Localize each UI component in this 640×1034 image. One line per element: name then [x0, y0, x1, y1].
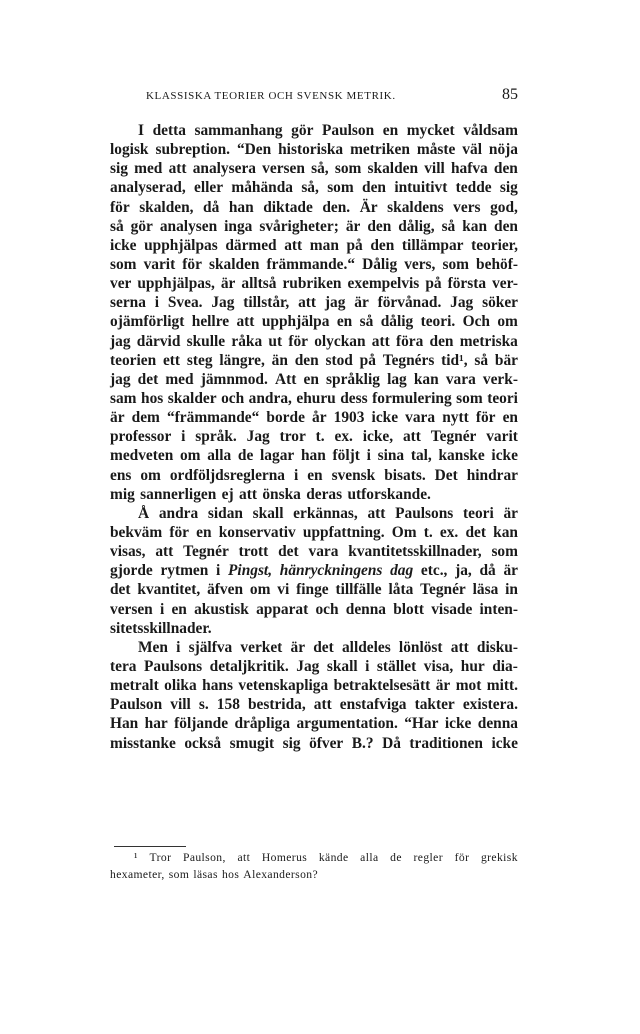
- footnote-rule: [114, 846, 186, 847]
- footnote: [110, 849, 518, 883]
- body-line: sam hos skalder och andra, ehuru dess formulering som teori: [110, 389, 518, 407]
- body-line: bekväm för en konservativ uppfattning. Om t. ex. det kan: [110, 523, 518, 541]
- body-line: sitetsskillnader.: [110, 619, 212, 637]
- body-line: teorien ett steg längre, än den stod på Tegnérs tid¹, så bär: [110, 351, 518, 369]
- body-line: gjorde rytmen i Pingst, hänryckningens dag etc., ja, då är: [110, 562, 518, 580]
- running-title: KLASSISKA TEORIER OCH SVENSK METRIK.: [146, 90, 396, 102]
- body-line: serna i Svea. Jag tillstår, att jag är förvånad. Jag söker: [110, 294, 518, 312]
- body-line: icke upphjälpas därmed att man på den tillämpar teorier,: [110, 236, 518, 254]
- body-line: jag därvid skulle råka ut för olyckan att föra den metriska: [110, 332, 518, 350]
- body-line: professor i språk. Jag tror t. ex. icke, att Tegnér varit: [110, 428, 518, 446]
- body-line: sig med att analysera versen så, som skalden vill hafva den: [110, 160, 518, 178]
- body-line: I detta sammanhang gör Paulson en mycket våldsam: [138, 122, 518, 139]
- body-line: medveten om alla de lagar han följt i sina tal, kanske icke: [110, 447, 518, 465]
- body-line: analyserad, eller måhända så, som den intuitivt tedde sig: [110, 179, 518, 197]
- body-line: versen i en akustisk apparat och denna blott visade inten-: [110, 600, 518, 618]
- footnote-line: ¹ Tror Paulson, att Homerus kände alla de regler för grekisk: [134, 851, 518, 864]
- body-line: mig sannerligen ej att önska deras utforskande.: [110, 485, 431, 503]
- page-number: 85: [502, 86, 518, 103]
- body-line: metralt olika hans vetenskapliga betraktelsesätt är mot mitt.: [110, 677, 518, 695]
- body-line: ver upphjälpas, är alltså rubriken exempelvis på första ver-: [110, 275, 518, 293]
- body-line: ens om ordföljdsreglerna i en svensk bisats. Det hindrar: [110, 466, 518, 484]
- body-line: Paulson vill s. 158 bestrida, att enstafviga takter existera.: [110, 696, 518, 714]
- body-line: Men i själfva verket är det alldeles lönlöst att disku-: [138, 638, 518, 656]
- body-line: Han har följande dråpliga argumentation. “Har icke denna: [110, 715, 518, 733]
- body-text: [110, 121, 518, 753]
- body-line: logisk subreption. “Den historiska metriken måste väl nöja: [110, 141, 518, 159]
- body-line: ojämförligt hellre att upphjälpa en så dålig teori. Och om: [110, 313, 518, 331]
- body-line: det kvantitet, äfven om vi finge tillfälle låta Tegnér läsa in: [110, 581, 518, 599]
- body-line: jag det med jämnmod. Att en språklig lag kan vara verk-: [110, 370, 518, 388]
- body-line: visas, att Tegnér trott det vara kvantitetsskillnader, som: [110, 543, 518, 561]
- body-line: är dem “främmande“ borde år 1903 icke vara nytt för en: [110, 409, 518, 427]
- body-line: för skalden, då han diktade den. Är skaldens vers god,: [110, 198, 518, 216]
- body-line: tera Paulsons detaljkritik. Jag skall i stället visa, hur dia-: [110, 657, 518, 675]
- body-line: så gör analysen inga svårigheter; är den dålig, så kan den: [110, 217, 518, 235]
- body-line: Å andra sidan skall erkännas, att Paulsons teori är: [138, 504, 518, 522]
- body-line: misstanke också smugit sig öfver B.? Då traditionen icke: [110, 734, 518, 752]
- footnote-line: hexameter, som läsas hos Alexanderson?: [110, 868, 319, 881]
- body-line: som varit för skalden främmande.“ Dålig vers, som behöf-: [110, 255, 518, 273]
